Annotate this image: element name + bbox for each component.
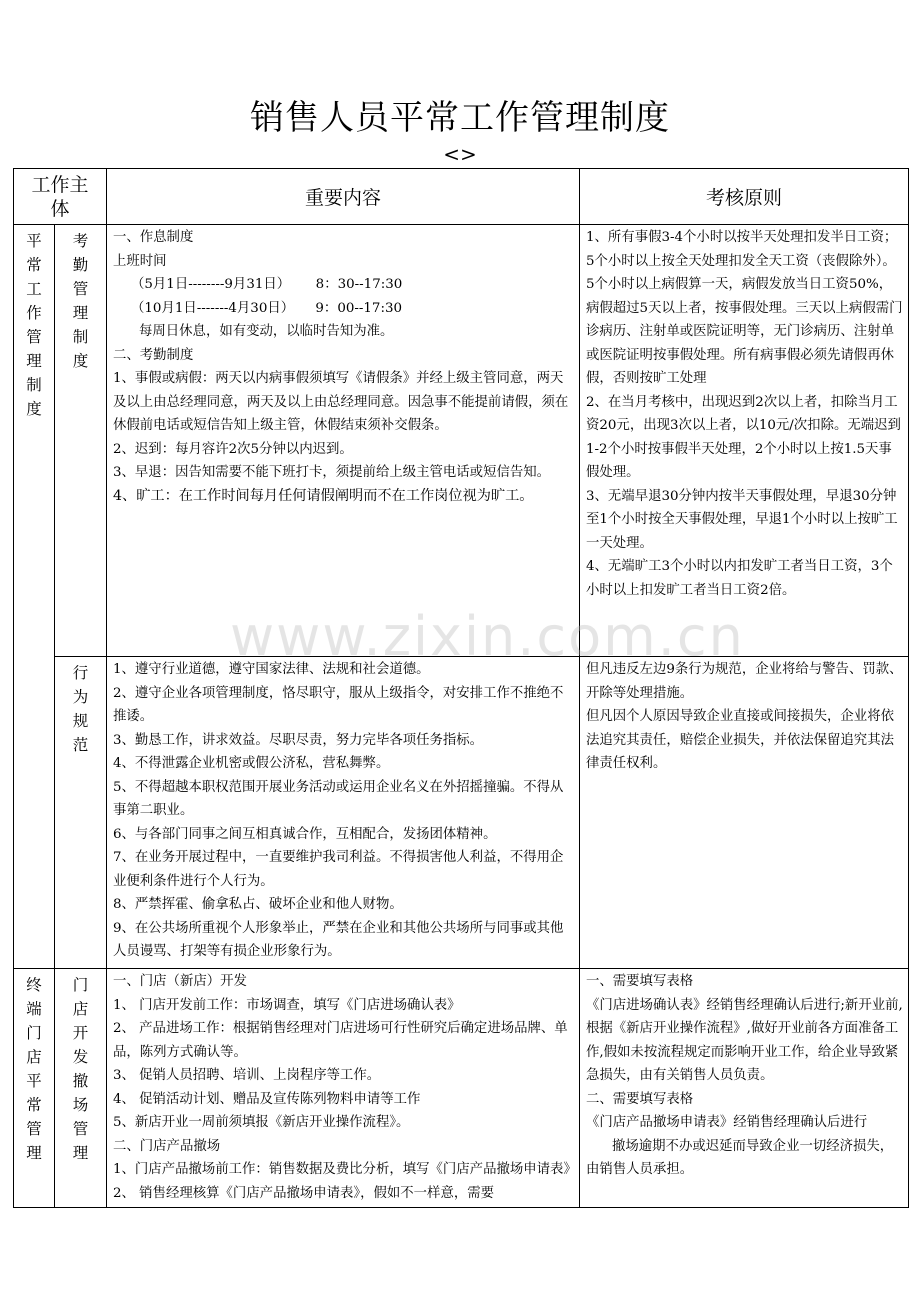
list-item: 7、在业务开展过程中，一直要维护我司利益。不得损害他人利益，不得用企业便利条件进行个人行为。 <box>113 850 564 889</box>
attendance-content <box>107 225 580 657</box>
list-item: 上班时间 <box>113 253 167 269</box>
store-criteria <box>580 969 909 1208</box>
list-item: 1、所有事假3-4个小时以按半天处理扣发半日工资；5个小时以上按全天处理扣发全天工资（丧假除外）。5个小时以上病假算一天，病假发放当日工资50%，病假超过5天以上者，按事假处理。三天以上病假需门诊病历、注射单或医院证明等，无门诊病历、注射单或医院证明按事假处理。所有病事假必须先请假再休假，否则按旷工处理 <box>586 230 903 386</box>
list-item: 2、在当月考核中，出现迟到2次以上者，扣除当月工资20元，出现3次以上者，以10元/次扣除。无端迟到1-2个小时按事假半天处理，2个小时以上按1.5天事假处理。 <box>586 394 901 480</box>
subject-store-dev: 门店开发撤场管理 <box>55 969 107 1208</box>
attendance-criteria <box>580 225 909 657</box>
list-item: 《门店产品撤场申请表》经销售经理确认后进行 <box>586 1115 868 1130</box>
list-item: 4、无端旷工3个小时以内扣发旷工者当日工资，3个小时以上扣发旷工者当日工资2倍。 <box>586 559 893 598</box>
list-item: 5、不得超越本职权范围开展业务活动或运用企业名义在外招摇撞骗。不得从事第二职业。 <box>113 779 564 818</box>
list-item: 9、在公共场所重视个人形象举止，严禁在企业和其他公共场所与同事或其他人员谩骂、打架等有损企业形象行为。 <box>113 920 564 959</box>
list-item: 《门店进场确认表》经销售经理确认后进行;新开业前,根据《新店开业操作流程》,做好开业前各方面准备工作,假如未按流程规定而影响开业工作，给企业导致紧急损失，由有关销售人员负责。 <box>586 997 903 1083</box>
behavior-content <box>107 657 580 969</box>
list-item: 每周日休息，如有变动，以临时告知为准。 <box>139 324 394 339</box>
behavior-criteria <box>580 657 909 969</box>
watermark: www.zixin.com.cn <box>230 605 745 668</box>
list-item: 1、门店产品撤场前工作：销售数据及费比分析，填写《门店产品撤场申请表》 <box>113 1162 577 1177</box>
group-store-management: 终端门店平常管理 <box>14 969 55 1208</box>
list-item: 5、新店开业一周前须填报《新店开业操作流程》。 <box>113 1115 410 1130</box>
list-item: 1、事假或病假：两天以内病事假须填写《请假条》并经上级主管同意，两天及以上由总经理同意，两天及以上由总经理同意。因急事不能提前请假，须在休假前电话或短信告知上级主管，休假结束须补交假条。 <box>113 371 569 433</box>
list-item: 3、无端早退30分钟内按半天事假处理，早退30分钟至1个小时按全天事假处理，早退1个小时以上按旷工一天处理。 <box>586 488 898 551</box>
list-item: 8、严禁挥霍、偷拿私占、破坏企业和他人财物。 <box>113 897 403 912</box>
header-content: 重要内容 <box>107 169 580 225</box>
list-item: 6、与各部门同事之间互相真诚合作，互相配合，发扬团体精神。 <box>113 826 497 842</box>
document-subtitle: <> <box>443 142 477 166</box>
list-item: 撤场逾期不办或迟延而导致企业一切经济损失，由销售人员承担。 <box>586 1138 894 1177</box>
list-item: 1、遵守行业道德，遵守国家法律、法规和社会道德。 <box>113 662 430 677</box>
list-item: 一、门店（新店）开发 <box>113 974 247 989</box>
list-item: 二、需要填写表格 <box>586 1091 694 1107</box>
list-item: 但凡违反左边9条行为规范，企业将给与警告、罚款、开除等处理措施。 <box>586 662 903 701</box>
list-item: 4、旷工：在工作时间每月任何请假阐明而不在工作岗位视为旷工。 <box>113 487 534 504</box>
list-item: （5月1日--------9月31日） 8：30--17:30 <box>131 277 403 292</box>
subject-behavior: 行为规范 <box>55 657 107 969</box>
list-item: （10月1日-------4月30日） 9：00--17:30 <box>131 300 403 316</box>
list-item: 3、早退：因告知需要不能下班打卡，须提前给上级主管电话或短信告知。 <box>113 465 551 480</box>
group-daily-work: 平常工作管理制度 <box>14 225 55 969</box>
list-item: 二、考勤制度 <box>113 347 194 363</box>
store-content <box>107 969 580 1208</box>
list-item: 4、 促销活动计划、赠品及宣传陈列物料申请等工作 <box>113 1091 421 1107</box>
list-item: 3、勤恳工作，讲求效益。尽职尽责，努力完毕各项任务指标。 <box>113 732 484 748</box>
list-item: 二、门店产品撤场 <box>113 1138 221 1154</box>
subject-attendance: 考勤管理制度 <box>55 225 107 657</box>
list-item: 4、不得泄露企业机密或假公济私，营私舞弊。 <box>113 756 390 771</box>
management-table <box>13 168 909 1208</box>
list-item: 1、 门店开发前工作：市场调查，填写《门店进场确认表》 <box>113 997 461 1013</box>
list-item: 2、 销售经理核算《门店产品撤场申请表》，假如不一样意，需要 <box>113 1185 495 1201</box>
list-item: 一、需要填写表格 <box>586 974 694 989</box>
list-item: 但凡因个人原因导致企业直接或间接损失，企业将依法追究其责任，赔偿企业损失，并依法保留追究其法律责任权利。 <box>586 709 894 771</box>
header-subject: 工作主体 <box>14 169 107 225</box>
list-item: 3、 促销人员招聘、培训、上岗程序等工作。 <box>113 1068 381 1083</box>
header-criteria: 考核原则 <box>580 169 909 225</box>
document-title: 销售人员平常工作管理制度 <box>250 98 670 138</box>
list-item: 2、遵守企业各项管理制度，恪尽职守，服从上级指令，对安排工作不推绝不推诿。 <box>113 685 564 724</box>
list-item: 一、作息制度 <box>113 230 194 245</box>
list-item: 2、迟到：每月容许2次5分钟以内迟到。 <box>113 441 353 457</box>
list-item: 2、 产品进场工作：根据销售经理对门店进场可行性研究后确定进场品牌、单品，陈列方式确认等。 <box>113 1021 568 1060</box>
